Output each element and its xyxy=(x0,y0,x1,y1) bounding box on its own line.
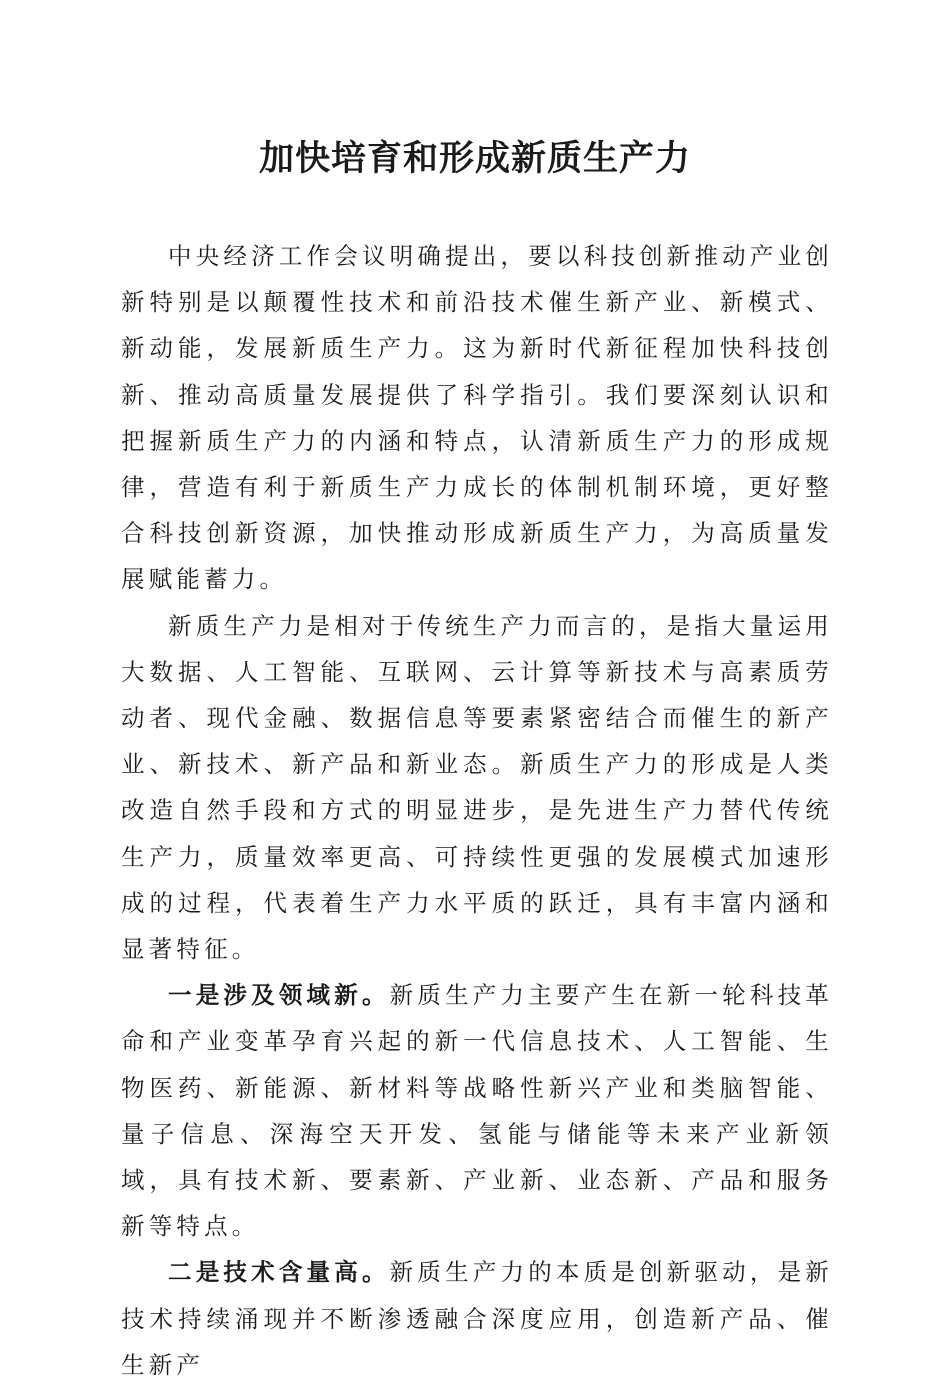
paragraph-text: 新质生产力是相对于传统生产力而言的，是指大量运用大数据、人工智能、互联网、云计算等新技术与高素质劳动者、现代金融、数据信息等要素紧密结合而催生的新产业、新技术、新产品和新业态。新质生产力的形成是人类改造自然手段和方式的明显进步，是先进生产力替代传统生产力，质量效率更高、可持续性更强的发展模式加速形成的过程，代表着生产力水平质的跃迁，具有丰富内涵和显著特征。 xyxy=(121,611,833,964)
paragraph-text: 新质生产力的本质是创新驱动，是新技术持续涌现并不断渗透融合深度应用，创造新产品、催生新产 xyxy=(121,1258,833,1379)
paragraph-intro xyxy=(121,233,833,603)
paragraph-point-two xyxy=(121,1249,833,1388)
paragraph-text: 中央经济工作会议明确提出，要以科技创新推动产业创新特别是以颠覆性技术和前沿技术催生新产业、新模式、新动能，发展新质生产力。这为新时代新征程加快科技创新、推动高质量发展提供了科学指引。我们要深刻认识和把握新质生产力的内涵和特点，认清新质生产力的形成规律，营造有利于新质生产力成长的体制机制环境，更好整合科技创新资源，加快推动形成新质生产力，为高质量发展赋能蓄力。 xyxy=(121,242,833,594)
paragraph-lead: 一是涉及领域新。 xyxy=(168,981,390,1010)
paragraph-point-one xyxy=(121,972,833,1249)
document-body xyxy=(121,233,833,1388)
paragraph-definition xyxy=(121,603,833,973)
paragraph-text: 新质生产力主要产生在新一轮科技革命和产业变革孕育兴起的新一代信息技术、人工智能、生物医药、新能源、新材料等战略性新兴产业和类脑智能、量子信息、深海空天开发、氢能与储能等未来产业新领域，具有技术新、要素新、产业新、业态新、产品和服务新等特点。 xyxy=(121,981,833,1241)
document-title: 加快培育和形成新质生产力 xyxy=(258,138,691,179)
paragraph-lead: 二是技术含量高。 xyxy=(168,1258,390,1287)
